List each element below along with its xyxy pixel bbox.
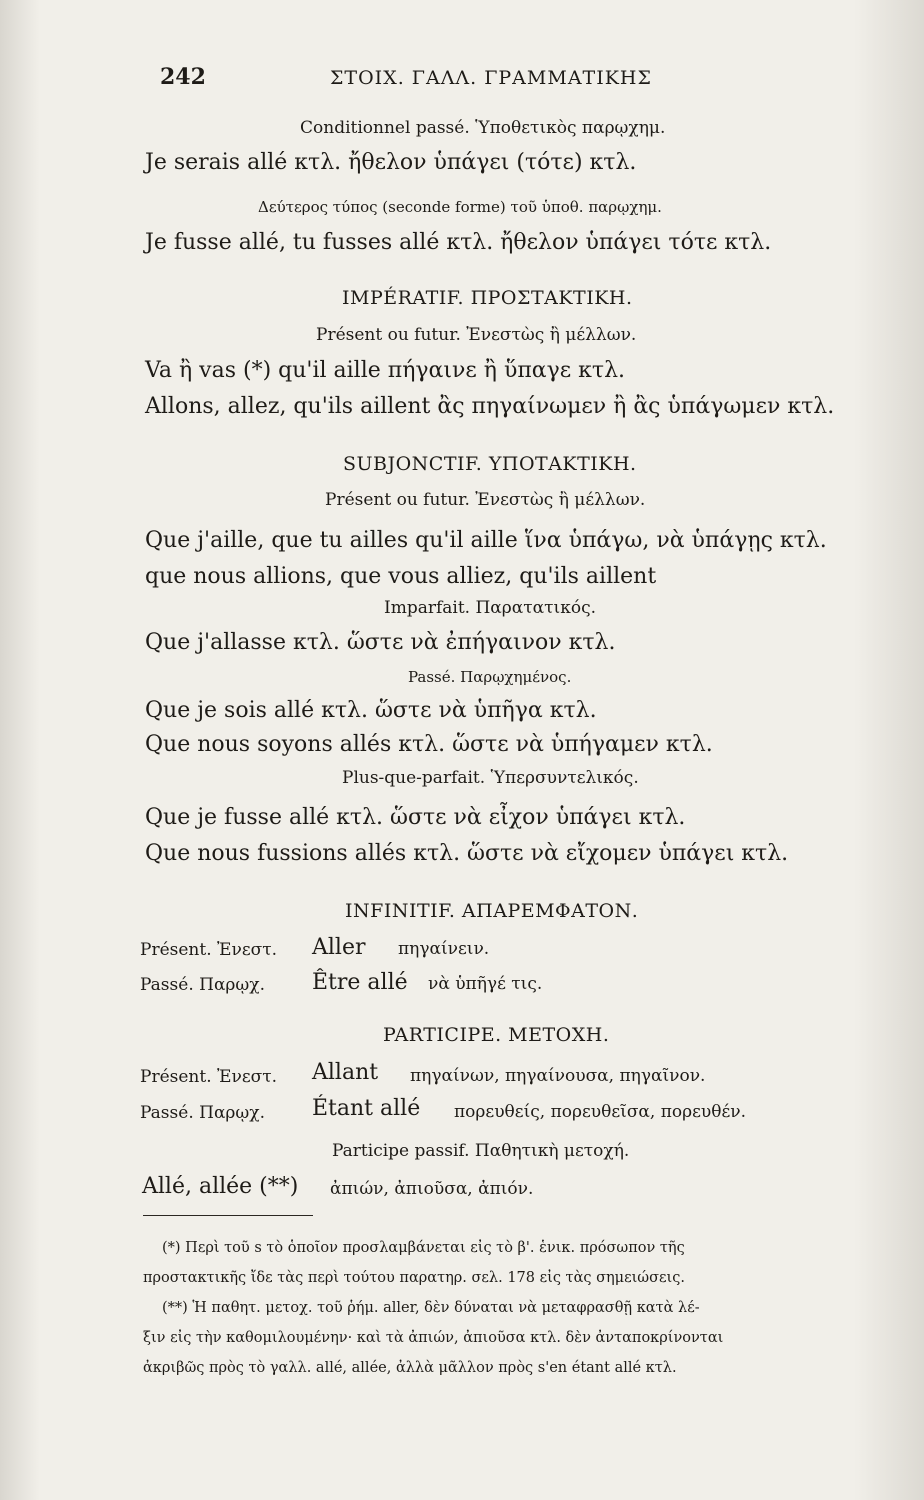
page-edge-shadow-right [854, 0, 924, 1500]
page-number: 242 [160, 64, 206, 90]
participe-passe-label: Passé. Παρῳχ. [140, 1103, 265, 1123]
participe-heading: PARTICIPE. ΜΕΤΟΧΗ. [383, 1024, 610, 1046]
infinitif-present-label: Présent. Ἐνεστ. [140, 940, 278, 960]
footnote-2-line-3: ἀκριβῶς πρὸς τὸ γαλλ. allé, allée, ἀλλὰ μᾶλλον πρὸς s'en étant allé κτλ. [143, 1360, 677, 1376]
imperatif-line-1: Va ἢ vas (*) qu'il aille πήγαινε ἢ ὕπαγε κτλ. [145, 358, 626, 383]
participe-passe-fr: Étant allé [312, 1096, 421, 1121]
conditionnel-second-form: Δεύτερος τύπος (seconde forme) τοῦ ὑποθ. παρῳχημ. [258, 198, 662, 216]
participe-present-gr: πηγαίνων, πηγαίνουσα, πηγαῖνον. [410, 1066, 706, 1086]
subjonctif-line-6: Que je fusse allé κτλ. ὥστε νὰ εἶχον ὑπάγει κτλ. [145, 805, 686, 830]
participe-passe-gr: πορευθείς, πορευθεῖσα, πορευθέν. [454, 1102, 747, 1122]
subjonctif-line-2: que nous allions, que vous alliez, qu'ils aillent [145, 564, 657, 589]
participe-passif-heading: Participe passif. Παθητικὴ μετοχή. [332, 1141, 630, 1161]
infinitif-heading: INFINITIF. ΑΠΑΡΕΜΦΑΤΟΝ. [345, 900, 639, 922]
footnote-1-line-1: (*) Περὶ τοῦ s τὸ ὁποῖον προσλαμβάνεται εἰς τὸ β'. ἑνικ. πρόσωπον τῆς [162, 1240, 685, 1256]
footnote-2-line-2: ξιν εἰς τὴν καθομιλουμένην· καὶ τὰ ἀπιών, ἀπιοῦσα κτλ. δὲν ἀνταποκρίνονται [143, 1330, 724, 1346]
subjonctif-tense: Présent ou futur. Ἐνεστὼς ἢ μέλλων. [325, 490, 646, 510]
imperatif-line-2: Allons, allez, qu'ils aillent ἂς πηγαίνωμεν ἢ ἂς ὑπάγωμεν κτλ. [145, 394, 835, 419]
conditionnel-heading: Conditionnel passé. Ὑποθετικὸς παρῳχημ. [300, 118, 666, 138]
footnote-1-line-2: προστακτικῆς ἴδε τὰς περὶ τούτου παρατηρ. σελ. 178 εἰς τὰς σημειώσεις. [143, 1270, 685, 1286]
subjonctif-line-3: Que j'allasse κτλ. ὥστε νὰ ἐπήγαινον κτλ. [145, 630, 616, 655]
imperatif-tense: Présent ou futur. Ἐνεστὼς ἢ μέλλων. [316, 325, 637, 345]
conditionnel-line-2: Je fusse allé, tu fusses allé κτλ. ἤθελον ὑπάγει τότε κτλ. [145, 230, 772, 255]
participe-present-fr: Allant [312, 1060, 379, 1085]
footnote-rule [143, 1215, 313, 1216]
subjonctif-line-7: Que nous fussions allés κτλ. ὥστε νὰ εἴχομεν ὑπάγει κτλ. [145, 841, 789, 866]
subjonctif-heading: SUBJONCTIF. ΥΠΟΤΑΚΤΙΚΗ. [343, 453, 637, 475]
infinitif-passe-fr: Être allé [312, 970, 408, 995]
infinitif-passe-label: Passé. Παρῳχ. [140, 975, 265, 995]
subjonctif-line-4: Que je sois allé κτλ. ὥστε νὰ ὑπῆγα κτλ. [145, 698, 597, 723]
subjonctif-line-1: Que j'aille, que tu ailles qu'il aille ἵνα ὑπάγω, νὰ ὑπάγῃς κτλ. [145, 528, 827, 553]
plus-que-parfait-heading: Plus-que-parfait. Ὑπερσυντελικός. [342, 768, 639, 788]
participe-passif-fr: Allé, allée (**) [142, 1174, 299, 1199]
passe-heading: Passé. Παρῳχημένος. [408, 668, 572, 686]
imparfait-heading: Imparfait. Παρατατικός. [384, 598, 597, 618]
infinitif-passe-gr: νὰ ὑπῆγέ τις. [428, 974, 543, 994]
subjonctif-line-5: Que nous soyons allés κτλ. ὥστε νὰ ὑπήγαμεν κτλ. [145, 732, 713, 757]
footnote-2-line-1: (**) Ἡ παθητ. μετοχ. τοῦ ῥήμ. aller, δὲν δύναται νὰ μεταφρασθῇ κατὰ λέ- [162, 1300, 700, 1316]
imperatif-heading: IMPÉRATIF. ΠΡΟΣΤΑΚΤΙΚΗ. [342, 287, 633, 309]
running-title: ΣΤΟΙΧ. ΓΑΛΛ. ΓΡΑΜΜΑΤΙΚΗΣ [330, 67, 652, 89]
participe-passif-gr: ἀπιών, ἀπιοῦσα, ἀπιόν. [330, 1179, 534, 1199]
infinitif-present-fr: Aller [312, 935, 366, 960]
infinitif-present-gr: πηγαίνειν. [398, 939, 490, 959]
participe-present-label: Présent. Ἐνεστ. [140, 1067, 278, 1087]
conditionnel-line-1: Je serais allé κτλ. ἤθελον ὑπάγει (τότε) κτλ. [145, 150, 637, 175]
page-edge-shadow-left [0, 0, 40, 1500]
